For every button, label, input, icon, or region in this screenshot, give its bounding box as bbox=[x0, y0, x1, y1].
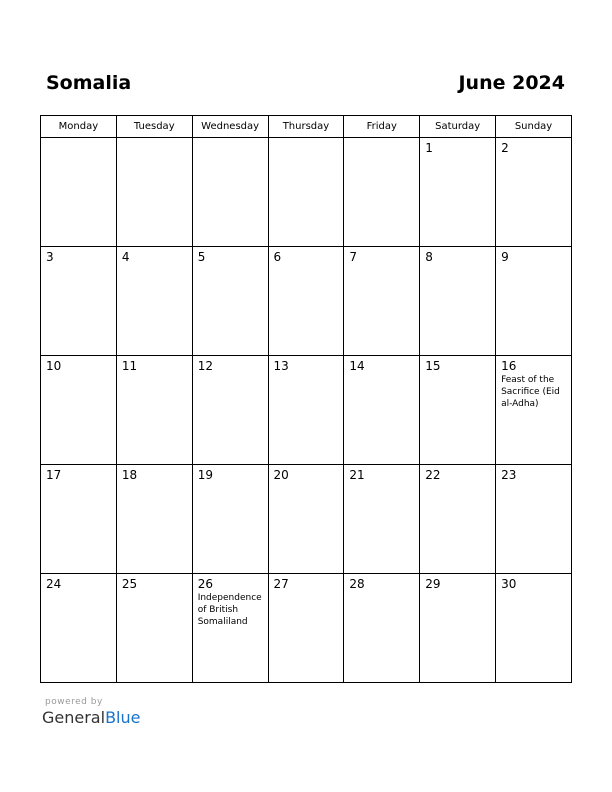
day-number: 2 bbox=[501, 141, 509, 155]
day-number: 8 bbox=[425, 250, 433, 264]
day-number: 4 bbox=[121, 250, 130, 264]
calendar-day-cell bbox=[344, 356, 420, 465]
weekday-header: Sunday bbox=[496, 116, 572, 138]
calendar-day-cell bbox=[420, 574, 496, 683]
calendar-day-cell bbox=[41, 356, 117, 465]
calendar-day-cell bbox=[420, 356, 496, 465]
day-number: 26 bbox=[197, 577, 213, 591]
day-number: 20 bbox=[273, 468, 289, 482]
day-number: 16 bbox=[501, 359, 517, 373]
day-number: 9 bbox=[501, 250, 509, 264]
weekday-header: Thursday bbox=[268, 116, 344, 138]
calendar-day-cell bbox=[192, 465, 268, 574]
calendar-day-cell bbox=[41, 465, 117, 574]
calendar-day-cell bbox=[192, 247, 268, 356]
calendar-day-cell bbox=[116, 356, 192, 465]
day-number: 22 bbox=[425, 468, 441, 482]
day-number: 14 bbox=[349, 359, 365, 373]
calendar-day-cell bbox=[192, 356, 268, 465]
calendar-day-cell bbox=[268, 138, 344, 247]
weekday-header: Tuesday bbox=[116, 116, 192, 138]
calendar-day-cell bbox=[344, 247, 420, 356]
calendar-week-row bbox=[41, 138, 572, 247]
calendar-day-cell bbox=[344, 138, 420, 247]
day-number: 13 bbox=[273, 359, 289, 373]
calendar-day-cell bbox=[268, 247, 344, 356]
weekday-header-row bbox=[41, 116, 572, 138]
calendar-day-cell bbox=[268, 465, 344, 574]
calendar-day-cell bbox=[420, 138, 496, 247]
day-number: 19 bbox=[197, 468, 213, 482]
day-number: 10 bbox=[46, 359, 62, 373]
calendar-country-title: Somalia bbox=[46, 72, 132, 94]
calendar-day-cell bbox=[116, 247, 192, 356]
generalblue-logo[interactable] bbox=[42, 708, 140, 727]
calendar-week-row bbox=[41, 356, 572, 465]
calendar-day-cell bbox=[344, 574, 420, 683]
day-number: 12 bbox=[197, 359, 213, 373]
day-number: 18 bbox=[121, 468, 138, 482]
powered-by-label: powered by bbox=[45, 697, 103, 707]
brand-text-general: General bbox=[42, 708, 106, 727]
holiday-label: Independence of British Somaliland bbox=[197, 593, 262, 627]
calendar-day-cell bbox=[344, 465, 420, 574]
weekday-header: Saturday bbox=[420, 116, 496, 138]
calendar-day-cell bbox=[420, 247, 496, 356]
day-number: 11 bbox=[121, 359, 138, 373]
calendar-day-cell bbox=[496, 465, 572, 574]
holiday-label: Feast of the Sacrifice (Eid al-Adha) bbox=[501, 375, 560, 409]
day-number: 27 bbox=[273, 577, 289, 591]
brand-text-blue: Blue bbox=[105, 708, 141, 727]
day-number: 3 bbox=[46, 250, 54, 264]
calendar-day-cell bbox=[268, 574, 344, 683]
day-number: 24 bbox=[46, 577, 62, 591]
calendar-week-row bbox=[41, 574, 572, 683]
day-number: 23 bbox=[501, 468, 517, 482]
calendar-day-cell bbox=[116, 574, 192, 683]
calendar-week-row bbox=[41, 247, 572, 356]
calendar-day-cell bbox=[496, 138, 572, 247]
calendar-day-cell bbox=[496, 574, 572, 683]
day-number: 25 bbox=[121, 577, 138, 591]
weekday-header: Wednesday bbox=[192, 116, 268, 138]
calendar-day-cell bbox=[420, 465, 496, 574]
calendar-day-cell bbox=[116, 465, 192, 574]
day-number: 5 bbox=[197, 250, 206, 264]
calendar-month-title: June 2024 bbox=[458, 72, 565, 94]
day-number: 30 bbox=[501, 577, 517, 591]
day-number: 28 bbox=[349, 577, 365, 591]
day-number: 17 bbox=[46, 468, 62, 482]
calendar-day-cell bbox=[41, 574, 117, 683]
day-number: 15 bbox=[425, 359, 441, 373]
day-number: 29 bbox=[425, 577, 441, 591]
calendar-day-cell bbox=[496, 247, 572, 356]
calendar-day-cell bbox=[496, 356, 572, 465]
calendar-day-cell bbox=[116, 138, 192, 247]
weekday-header: Monday bbox=[41, 116, 117, 138]
day-number: 6 bbox=[273, 250, 282, 264]
calendar-day-cell bbox=[192, 138, 268, 247]
calendar-grid bbox=[40, 115, 572, 683]
calendar-week-row bbox=[41, 465, 572, 574]
calendar-day-cell bbox=[41, 138, 117, 247]
weekday-header: Friday bbox=[344, 116, 420, 138]
calendar-day-cell bbox=[41, 247, 117, 356]
calendar-day-cell bbox=[268, 356, 344, 465]
calendar-day-cell bbox=[192, 574, 268, 683]
day-number: 1 bbox=[425, 141, 433, 155]
day-number: 21 bbox=[349, 468, 365, 482]
day-number: 7 bbox=[349, 250, 358, 264]
